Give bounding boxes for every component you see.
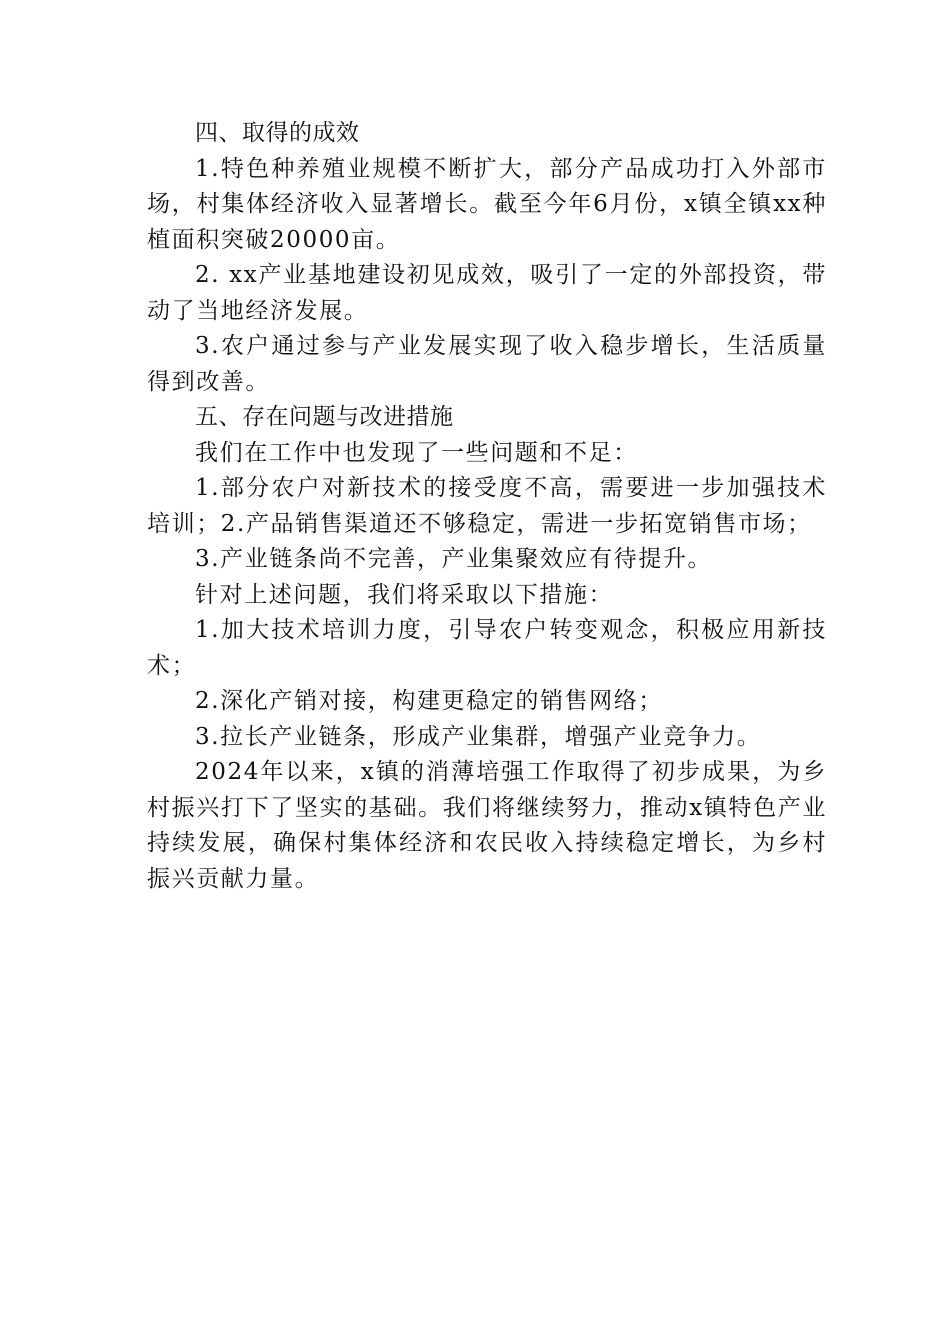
- paragraph-achievement-1: 1.特色种养殖业规模不断扩大，部分产品成功打入外部市场，村集体经济收入显著增长。截至今年6月份，x镇全镇xx种植面积突破20000亩。: [147, 155, 827, 253]
- paragraph-measure-2: 2.深化产销对接，构建更稳定的销售网络；: [195, 688, 663, 714]
- paragraph-achievement-2: 2. xx产业基地建设初见成效，吸引了一定的外部投资，带动了当地经济发展。: [147, 262, 827, 324]
- paragraph-conclusion: 2024年以来，x镇的消薄培强工作取得了初步成果，为乡村振兴打下了坚实的基础。我们将继续努力，推动x镇特色产业持续发展，确保村集体经济和农民收入持续稳定增长，为乡村振兴贡献力量。: [147, 759, 827, 892]
- paragraph-measures-intro: 针对上述问题，我们将采取以下措施：: [195, 581, 614, 608]
- section-heading-problems: 五、存在问题与改进措施: [195, 404, 454, 430]
- paragraph-problem-1-2: 1.部分农户对新技术的接受度不高，需要进一步加强技术培训；2.产品销售渠道还不够稳定，需进一步拓宽销售市场；: [147, 475, 827, 537]
- paragraph-problem-3: 3.产业链条尚不完善，产业集聚效应有待提升。: [195, 546, 713, 572]
- document-body: [147, 116, 827, 897]
- paragraph-measure-3: 3.拉长产业链条，形成产业集群，增强产业竞争力。: [195, 723, 762, 750]
- paragraph-achievement-3: 3.农户通过参与产业发展实现了收入稳步增长，生活质量得到改善。: [147, 333, 827, 395]
- paragraph-problems-intro: 我们在工作中也发现了一些问题和不足：: [195, 439, 638, 466]
- section-heading-achievements: 四、取得的成效: [195, 120, 360, 146]
- paragraph-measure-1: 1.加大技术培训力度，引导农户转变观念，积极应用新技术；: [147, 617, 827, 679]
